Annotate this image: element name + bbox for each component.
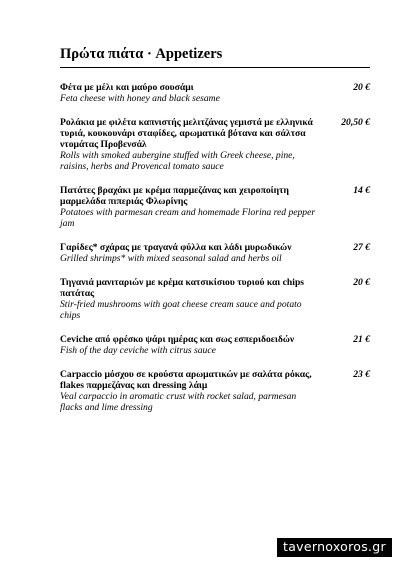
item-name-english: Veal carpaccio in aromatic crust with rocket salad, parmesan flacks and lime dressing: [60, 391, 297, 413]
menu-item: [60, 277, 370, 321]
menu-item: [60, 117, 370, 172]
item-price: 21 €: [353, 334, 370, 345]
item-price: 14 €: [353, 185, 370, 196]
item-name-greek: Τηγανιά μανιταριών με κρέμα κατσικίσιου τυριού και chips πατάτας: [60, 277, 305, 299]
menu-item: [60, 82, 370, 104]
item-price: 20,50 €: [341, 117, 370, 128]
menu-item: [60, 242, 370, 264]
item-name-greek: Γαρίδες* σχάρας με τραγανά φύλλα και λάδι μυρωδικών: [60, 242, 292, 253]
item-name-english: Rolls with smoked aubergine stuffed with Greek cheese, pine, raisins, herbs and Provencal tomato sauce: [60, 150, 295, 172]
item-price: 23 €: [353, 369, 370, 380]
page-title: Πρώτα πιάτα · Appetizers: [60, 46, 223, 62]
item-name-greek: Ρολάκια με φιλέτα καπνιστής μελιτζάνας γεμιστά με ελληνικά τυριά, κουκουνάρι σταφίδες, αρωματικά βότανα και σάλτσα ντομάτας Προβενσάλ: [60, 117, 313, 150]
menu-item: [60, 185, 370, 229]
item-name-greek: Carpaccio μόσχου σε κρούστα αρωματικών με σαλάτα ρόκας, flakes παρμεζάνας και dressing λάιμ: [60, 369, 312, 391]
title-divider: [60, 67, 370, 68]
item-name-english: Stir-fried mushrooms with goat cheese cream sauce and potato chips: [60, 299, 302, 321]
item-name-english: Fish of the day ceviche with citrus sauce: [60, 345, 216, 356]
item-name-english: Grilled shrimps* with mixed seasonal salad and herbs oil: [60, 253, 282, 264]
item-name-greek: Ceviche από φρέσκο ψάρι ημέρας και σως εσπεριδοειδών: [60, 334, 295, 345]
item-price: 27 €: [353, 242, 370, 253]
watermark: tavernoxoros.gr: [277, 538, 392, 557]
item-price: 20 €: [353, 82, 370, 93]
menu-item: [60, 369, 370, 413]
item-name-greek: Φέτα με μέλι και μαύρο σουσάμι: [60, 82, 194, 93]
menu-item: [60, 334, 370, 356]
item-name-greek: Πατάτες βραχάκι με κρέμα παρμεζάνας και χειροποίητη μαρμελάδα πιπεριάς Φλωρίνης: [60, 185, 289, 207]
menu-list: [60, 82, 370, 426]
item-name-english: Potatoes with parmesan cream and homemade Florina red pepper jam: [60, 207, 316, 229]
item-price: 20 €: [353, 277, 370, 288]
item-name-english: Feta cheese with honey and black sesame: [60, 93, 220, 104]
